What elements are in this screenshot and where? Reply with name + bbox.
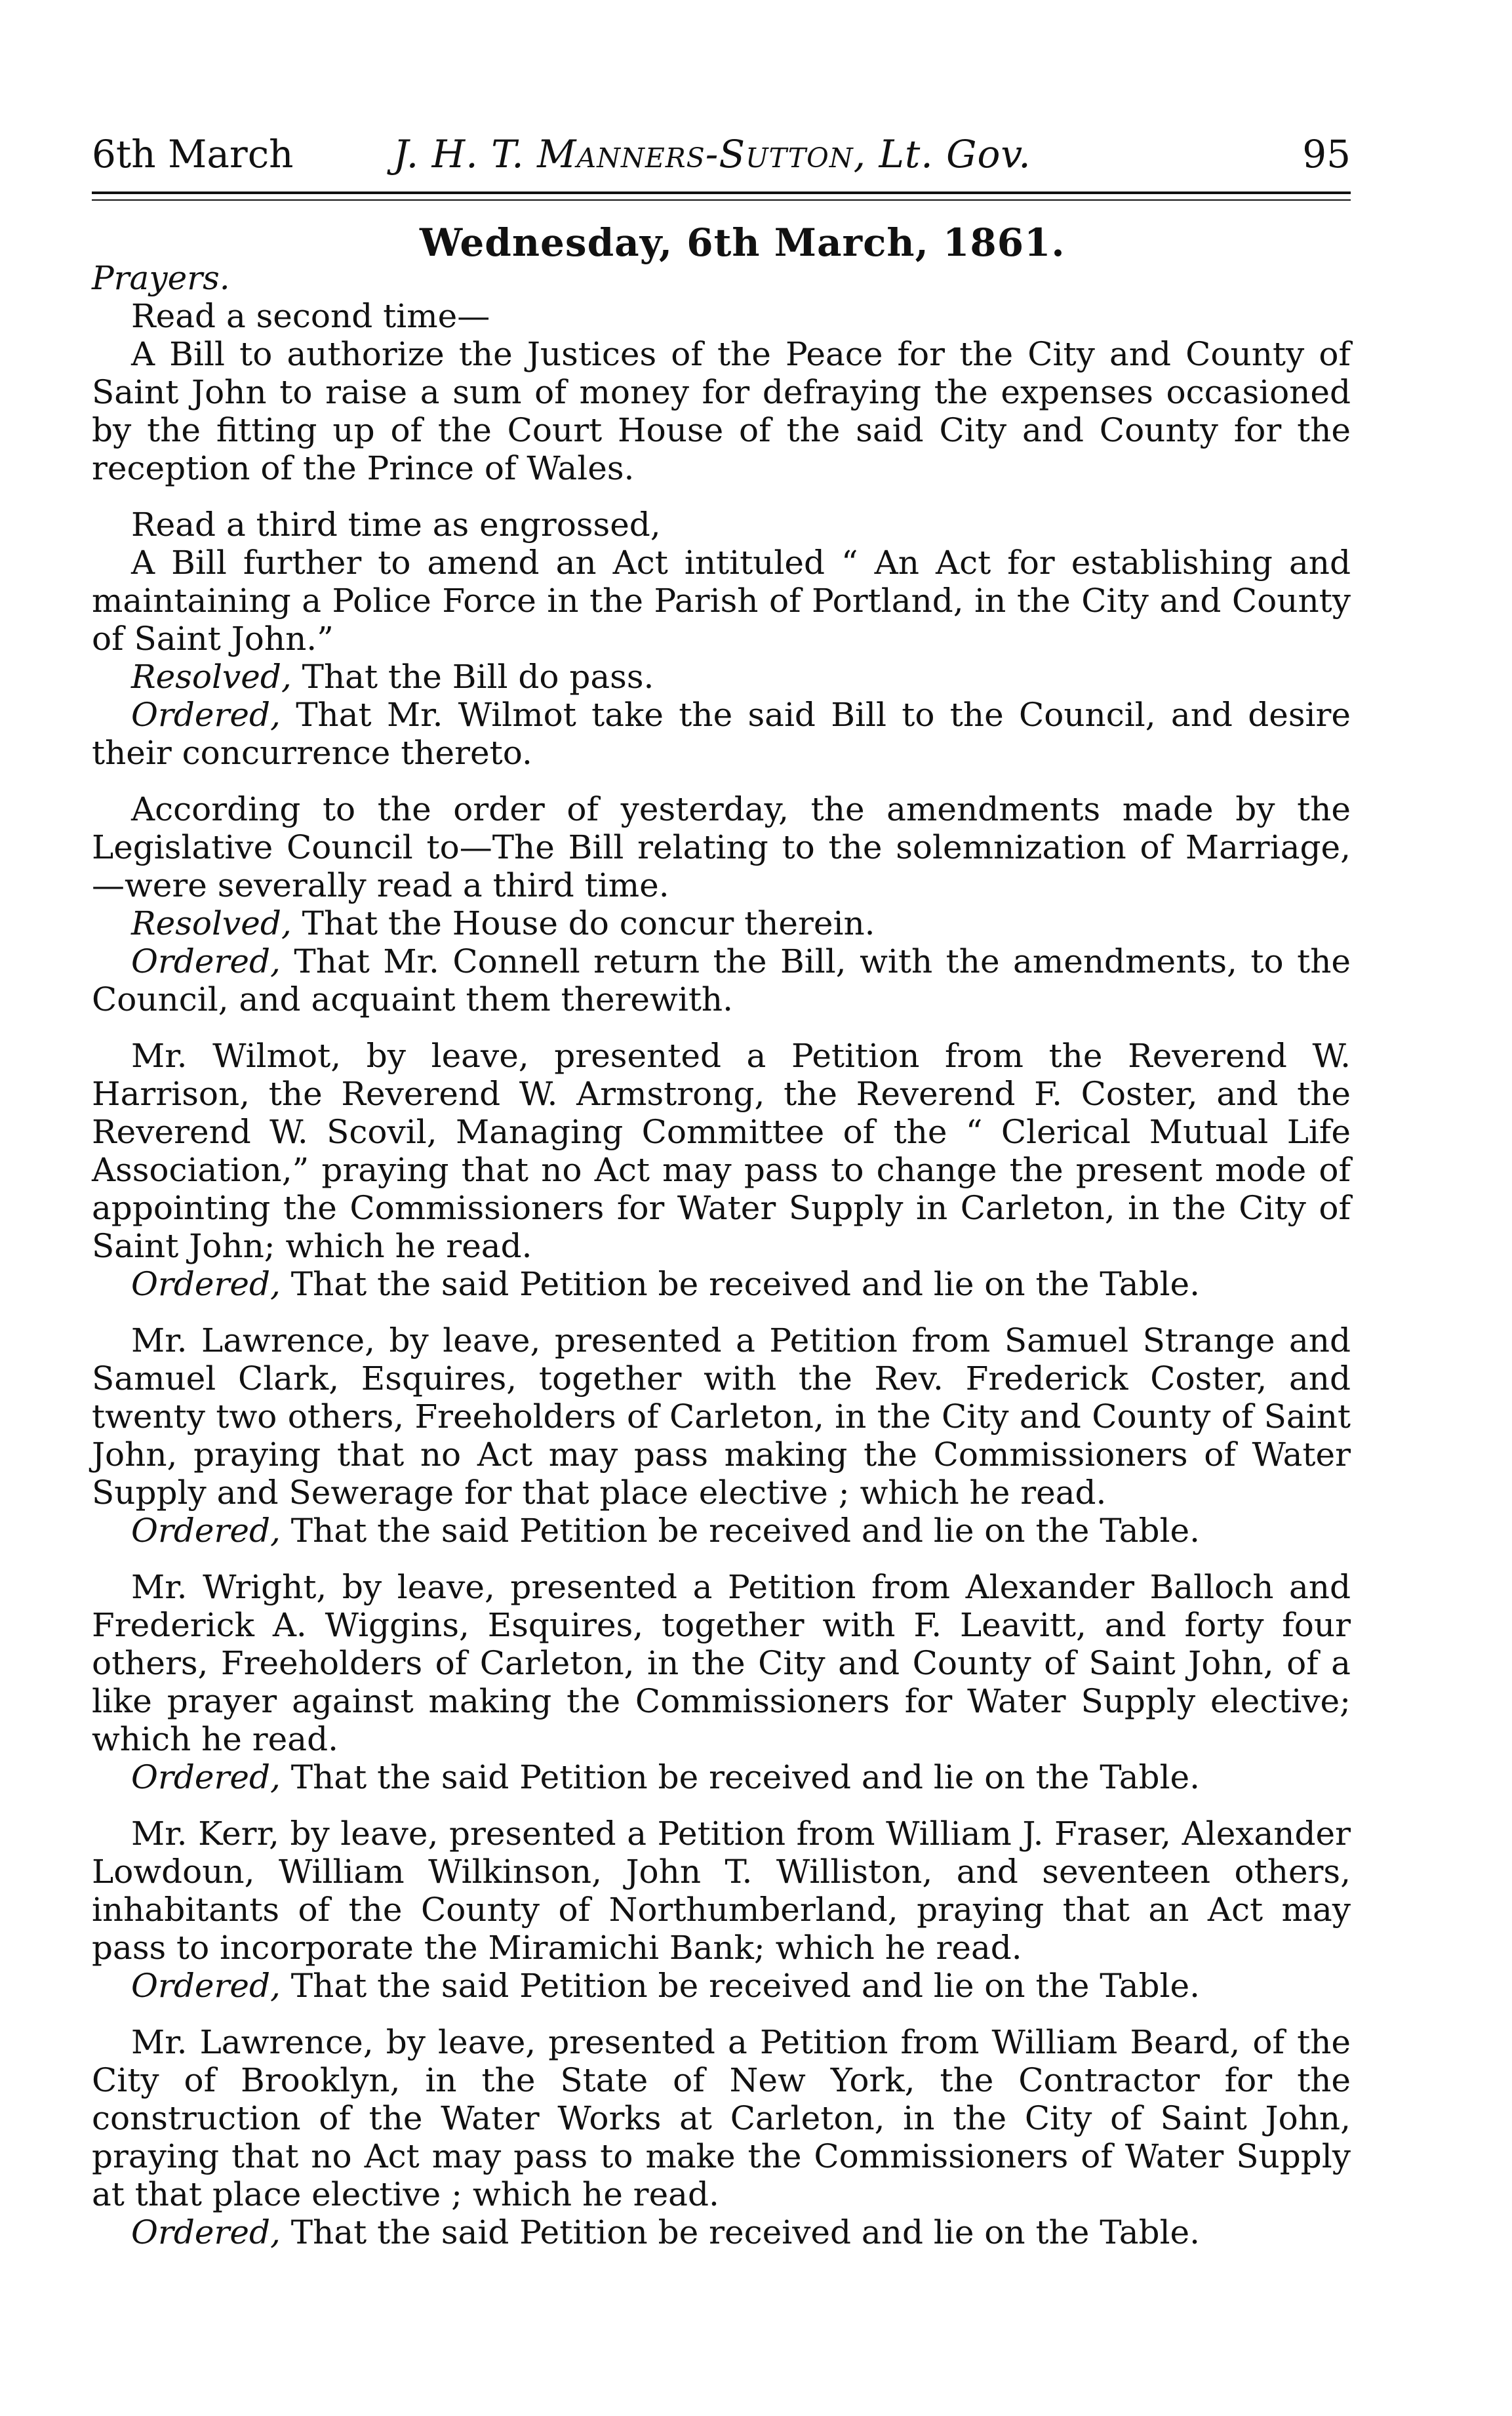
paragraph bbox=[92, 544, 1351, 658]
paragraph-text: Mr. Lawrence, by leave, presented a Petition from William Beard, of the City of Brooklyn, in the State of New York, the Contractor for the construction of the Water Works at Carleton, in the City of Saint John, praying that no Act may pass to make the Commissioners of Water Supply at that place elective ; which he read. bbox=[92, 2023, 1351, 2213]
paragraph-text: Mr. Kerr, by leave, presented a Petition from William J. Fraser, Alexander Lowdoun, William Wilkinson, John T. Williston, and seventeen others, inhabitants of the County of Northumberland, praying that an Act may pass to incorporate the Miramichi Bank; which he read. bbox=[92, 1815, 1351, 1967]
paragraph bbox=[92, 506, 1351, 544]
header-governor-name: Manners-Sutton bbox=[537, 132, 854, 176]
paragraph-text: That the Bill do pass. bbox=[291, 658, 654, 696]
paragraph-text: Mr. Wilmot, by leave, presented a Petition from the Reverend W. Harrison, the Reverend W. Armstrong, the Reverend F. Coster, and the Reverend W. Scovil, Managing Committee of the “ Clerical Mutual Life Association,” praying that no Act may pass to change the present mode of appointing the Commissioners for Water Supply in Carleton, in the City of Saint John; which he read. bbox=[92, 1037, 1351, 1265]
paragraph-prayers bbox=[92, 259, 1351, 297]
paragraph-text: That the said Petition be received and lie on the Table. bbox=[280, 1758, 1201, 1796]
journal-body bbox=[92, 259, 1351, 2251]
paragraph-text: That the House do concur therein. bbox=[291, 904, 875, 942]
paragraph-italic-lead: Resolved, bbox=[131, 658, 292, 696]
paragraph-italic-lead: Resolved, bbox=[131, 904, 292, 942]
paragraph-italic-lead: Ordered, bbox=[131, 1758, 281, 1796]
paragraph-text: According to the order of yesterday, the amendments made by the Legislative Council to—The Bill relating to the solemnization of Marriage,—were severally read a third time. bbox=[92, 790, 1351, 904]
paragraph-italic-lead: Ordered, bbox=[131, 1512, 281, 1550]
running-head bbox=[92, 131, 1351, 177]
header-rule-thick bbox=[92, 191, 1351, 194]
paragraph bbox=[92, 335, 1351, 487]
paragraph-text: Mr. Lawrence, by leave, presented a Petition from Samuel Strange and Samuel Clark, Esquires, together with the Rev. Frederick Coster, and twenty two others, Freeholders of Carleton, in the City and County of Saint John, praying that no Act may pass making the Commissioners of Water Supply and Sewerage for that place elective ; which he read. bbox=[92, 1321, 1351, 1512]
paragraph bbox=[92, 1512, 1351, 1550]
page-number: 95 bbox=[1302, 132, 1351, 176]
paragraph bbox=[92, 790, 1351, 904]
paragraph bbox=[92, 2213, 1351, 2251]
header-governor-suffix: , Lt. Gov. bbox=[853, 132, 1031, 176]
paragraph bbox=[92, 696, 1351, 772]
paragraph-text: That Mr. Connell return the Bill, with the amendments, to the Council, and acquaint them therewith. bbox=[92, 942, 1351, 1018]
paragraph-text: That Mr. Wilmot take the said Bill to the Council, and desire their concurrence thereto. bbox=[92, 696, 1351, 772]
paragraph-text: That the said Petition be received and lie on the Table. bbox=[280, 1265, 1201, 1303]
paragraph-italic-lead: Ordered, bbox=[131, 696, 281, 734]
paragraph bbox=[92, 1321, 1351, 1512]
paragraph-text: A Bill to authorize the Justices of the Peace for the City and County of Saint John to raise a sum of money for defraying the expenses occasioned by the fitting up of the Court House of the said City and County for the reception of the Prince of Wales. bbox=[92, 335, 1351, 487]
paragraph bbox=[92, 1037, 1351, 1265]
paragraph-italic-lead: Ordered, bbox=[131, 942, 281, 980]
paragraph-italic-lead: Ordered, bbox=[131, 1265, 281, 1303]
header-governor-prefix: J. H. T. bbox=[393, 132, 538, 176]
header-governor bbox=[393, 131, 1031, 177]
paragraph-text: Mr. Wright, by leave, presented a Petition from Alexander Balloch and Frederick A. Wiggins, Esquires, together with F. Leavitt, and forty four others, Freeholders of Carleton, in the City and County of Saint John, of a like prayer against making the Commissioners for Water Supply elective; which he read. bbox=[92, 1568, 1351, 1758]
paragraph-italic-lead: Ordered, bbox=[131, 2213, 281, 2251]
paragraph bbox=[92, 658, 1351, 696]
header-date: 6th March bbox=[92, 132, 294, 176]
paragraph-text: A Bill further to amend an Act intituled “ An Act for establishing and maintaining a Police Force in the Parish of Portland, in the City and County of Saint John.” bbox=[92, 544, 1351, 658]
day-heading: Wednesday, 6th March, 1861. bbox=[420, 220, 1065, 265]
paragraph-italic-lead: Ordered, bbox=[131, 1967, 281, 2005]
paragraph-text: Read a third time as engrossed, bbox=[131, 506, 661, 544]
paragraph-text: That the said Petition be received and lie on the Table. bbox=[280, 1512, 1201, 1550]
paragraph bbox=[92, 1967, 1351, 2005]
paragraph-italic-lead: Prayers. bbox=[92, 259, 230, 297]
paragraph-text: Read a second time— bbox=[131, 297, 490, 335]
paragraph bbox=[92, 297, 1351, 335]
paragraph bbox=[92, 942, 1351, 1018]
paragraph bbox=[92, 1758, 1351, 1796]
paragraph-text: That the said Petition be received and lie on the Table. bbox=[280, 1967, 1201, 2005]
header-rule-thin bbox=[92, 199, 1351, 201]
paragraph bbox=[92, 904, 1351, 942]
paragraph bbox=[92, 1265, 1351, 1303]
paragraph bbox=[92, 1815, 1351, 1967]
paragraph bbox=[92, 1568, 1351, 1758]
paragraph bbox=[92, 2023, 1351, 2213]
paragraph-text: That the said Petition be received and lie on the Table. bbox=[280, 2213, 1201, 2251]
